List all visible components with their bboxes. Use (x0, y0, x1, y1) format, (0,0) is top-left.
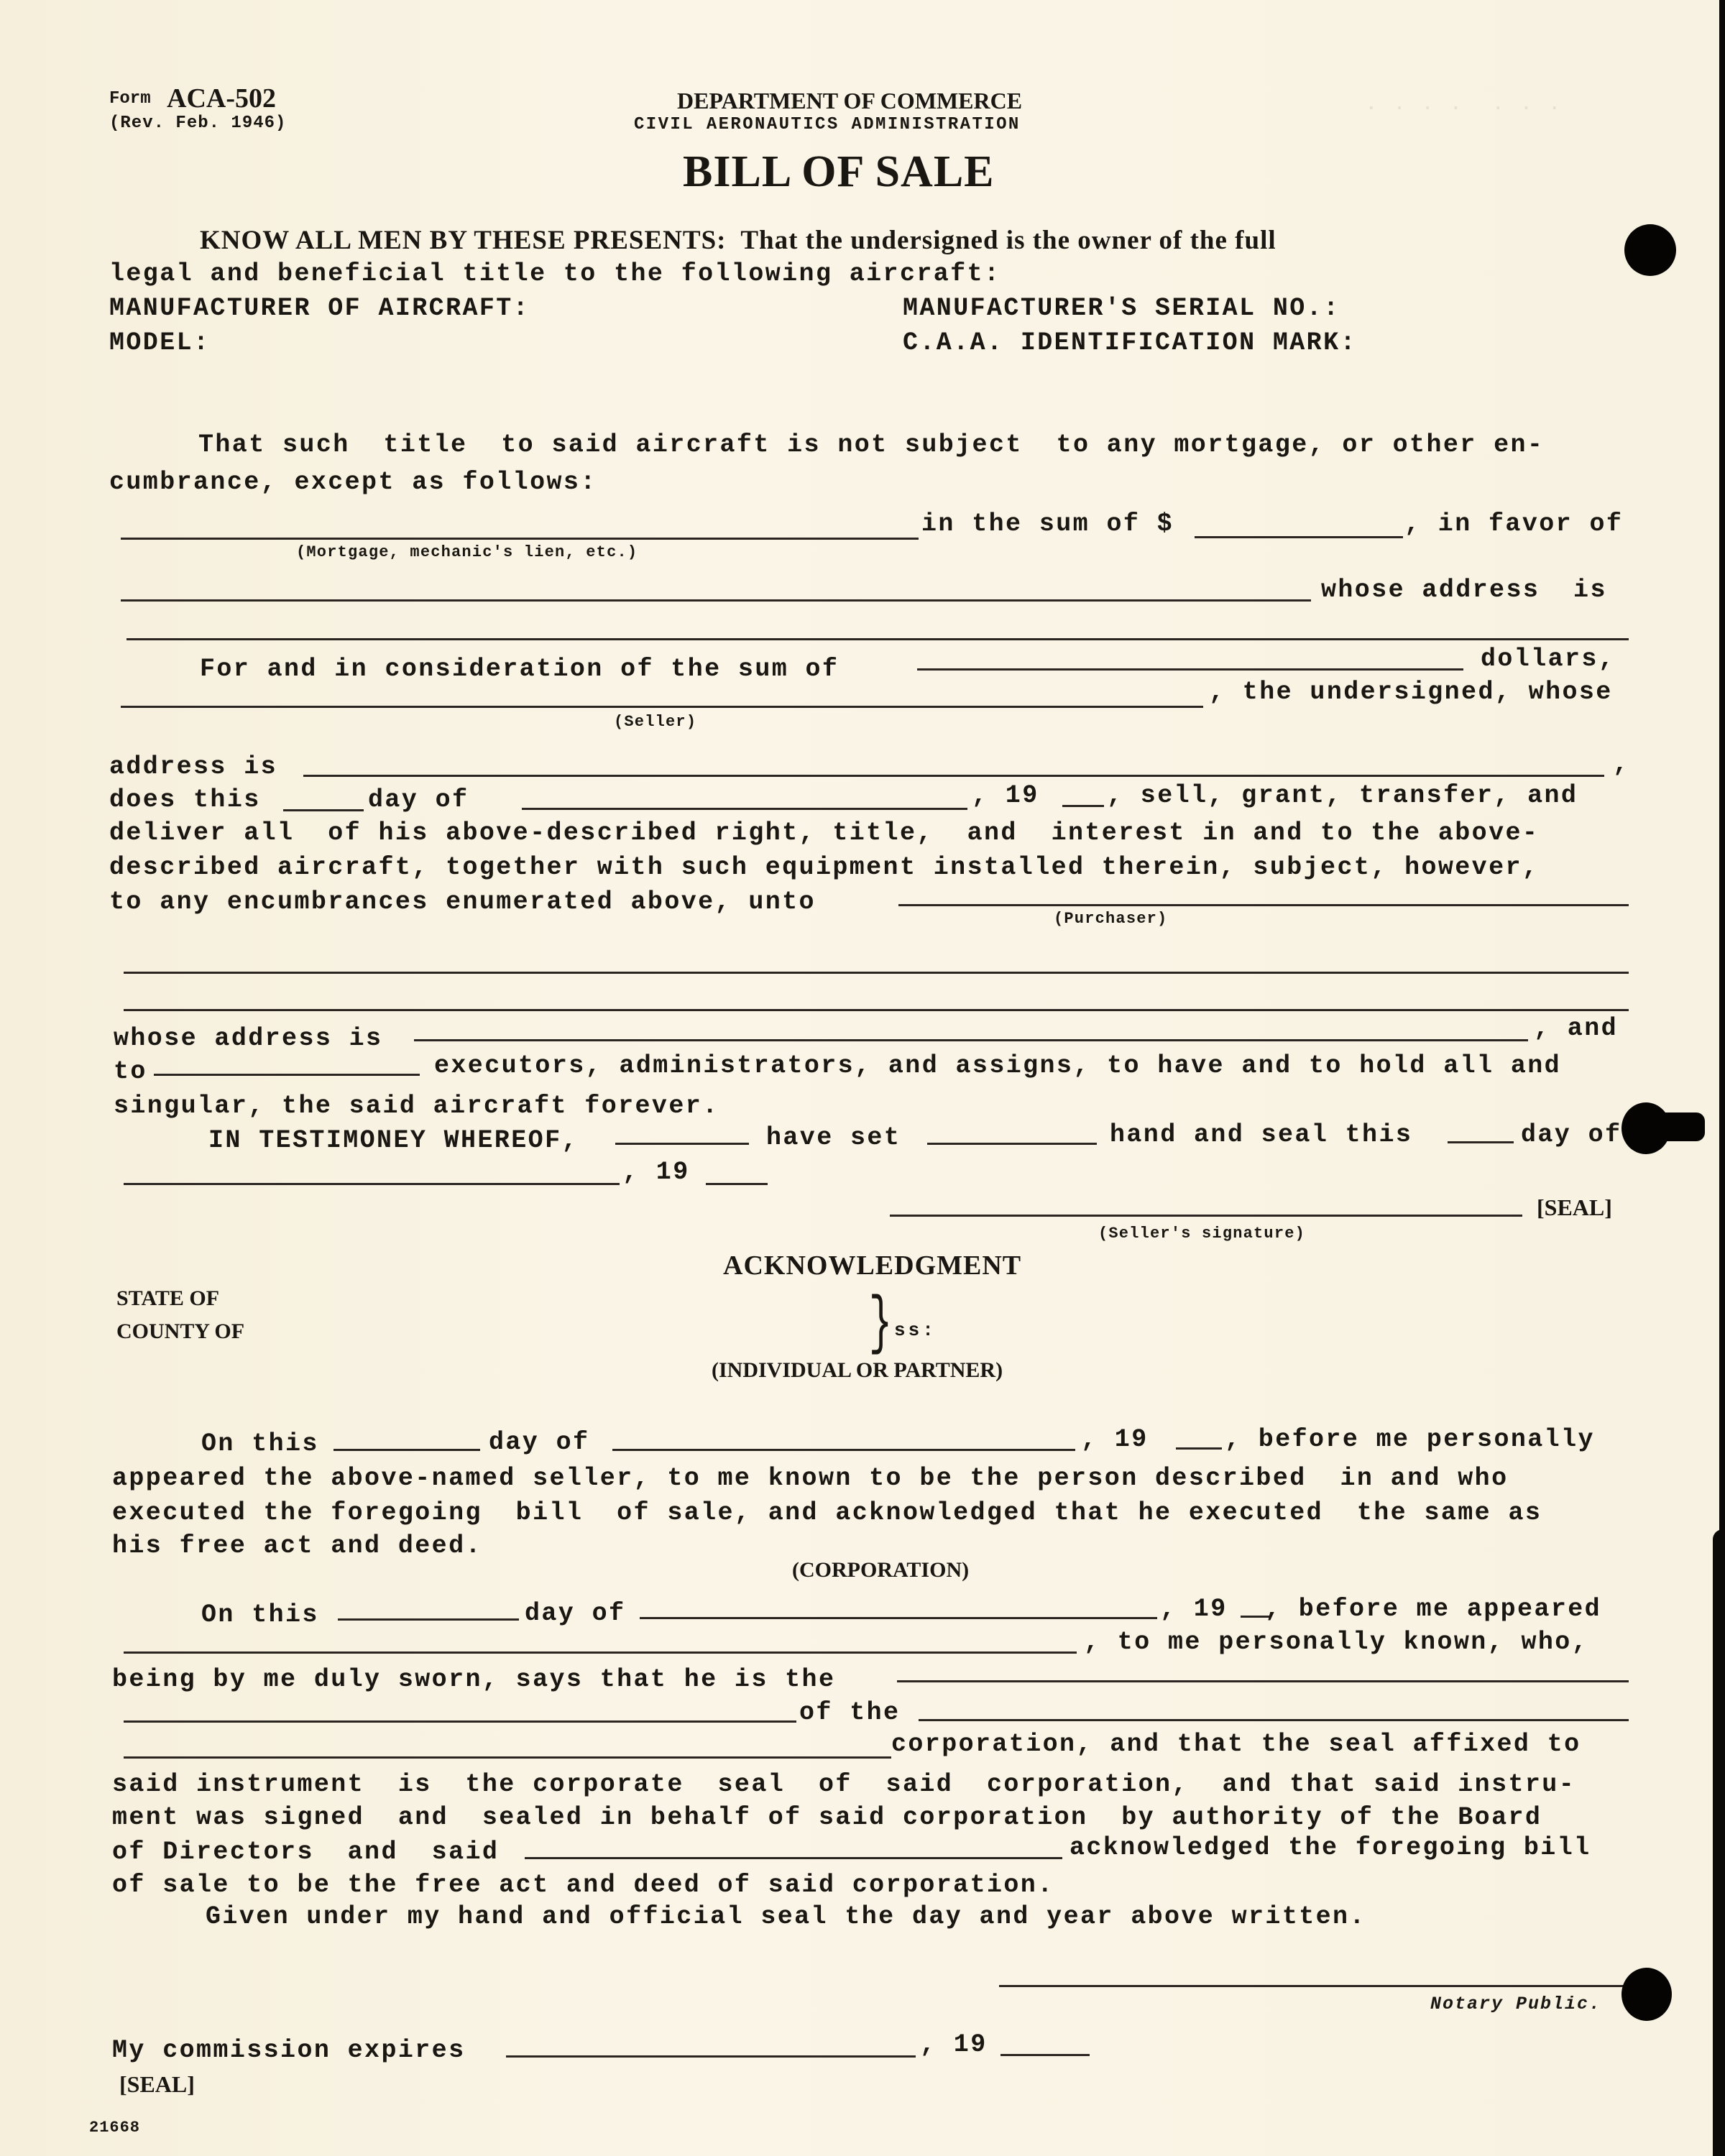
seller-seal-label: [SEAL] (1537, 1194, 1612, 1220)
encumbrance-holder-field[interactable] (121, 599, 1311, 602)
consideration-line-7: to any encumbrances enumerated above, unto (109, 888, 816, 916)
corp-name-field[interactable] (919, 1719, 1629, 1721)
corp-officer-name-field[interactable] (124, 1651, 1077, 1654)
corp-line-7: ment was signed and sealed in behalf of said corporation by authority of the Board (112, 1803, 1542, 1832)
agency-name: CIVIL AERONAUTICS ADMINISTRATION (634, 115, 1021, 134)
intro-line-1: KNOW ALL MEN BY THESE PRESENTS: That the undersigned is the owner of the full (200, 226, 1276, 255)
corp-day-of-label: day of (525, 1599, 626, 1628)
seller-signature-field[interactable] (890, 1215, 1522, 1217)
brace-symbol: } (868, 1288, 893, 1361)
consideration-line-6: described aircraft, together with such equipment installed therein, subject, however, (109, 853, 1540, 882)
corp-year-prefix: , 19 (1160, 1595, 1228, 1623)
sale-day-field[interactable] (283, 809, 364, 811)
hole-punch-top (1624, 224, 1676, 276)
seller-address-field[interactable] (303, 775, 1604, 777)
individual-caption: (INDIVIDUAL OR PARTNER) (712, 1358, 1003, 1382)
ind-month-field[interactable] (612, 1449, 1075, 1451)
in-testimoney-label: IN TESTIMONEY WHEREOF, (208, 1126, 579, 1155)
corp-name-field-2[interactable] (124, 1756, 891, 1759)
consideration-label: For and in consideration of the sum of (200, 655, 840, 683)
manufacturer-label: MANUFACTURER OF AIRCRAFT: (109, 294, 530, 323)
and-label: , and (1534, 1014, 1619, 1043)
ind-year-field[interactable] (1176, 1447, 1222, 1450)
encumbrance-line-1: That such title to said aircraft is not subject to any mortgage, or other en- (198, 430, 1545, 459)
ind-line-2: appeared the above-named seller, to me known to be the person described in and who (112, 1464, 1509, 1493)
county-of-label: COUNTY OF (116, 1319, 245, 1343)
sell-grant-label: , sell, grant, transfer, and (1107, 781, 1578, 810)
seller-address-label: address is (109, 752, 278, 781)
corp-month-field[interactable] (640, 1617, 1157, 1619)
consideration-sum-field[interactable] (917, 668, 1463, 671)
form-number: ACA-502 (167, 83, 276, 114)
commission-expires-label: My commission expires (112, 2036, 466, 2065)
sum-of-label: in the sum of $ (921, 510, 1174, 538)
notary-public-caption: Notary Public. (1430, 1994, 1602, 2014)
model-label: MODEL: (109, 328, 211, 357)
testimony-party-field[interactable] (615, 1143, 749, 1145)
corp-before-label: , before me appeared (1265, 1595, 1602, 1623)
ind-day-of-label: day of (489, 1428, 590, 1457)
corp-said-officer-field[interactable] (525, 1857, 1062, 1859)
ind-year-prefix: , 19 (1081, 1425, 1149, 1454)
serial-number-label: MANUFACTURER'S SERIAL NO.: (903, 294, 1340, 323)
sale-year-field[interactable] (1062, 805, 1104, 807)
singular-line: singular, the said aircraft forever. (114, 1092, 719, 1120)
heirs-field[interactable] (154, 1074, 420, 1076)
corporation-caption: (CORPORATION) (792, 1558, 970, 1582)
day-of-label: day of (368, 786, 469, 814)
to-label: to (114, 1057, 147, 1086)
purchaser-address-label: whose address is (114, 1024, 383, 1053)
sale-month-field[interactable] (522, 808, 967, 810)
corp-line-8b: acknowledged the foregoing bill (1070, 1833, 1591, 1862)
ind-line-4: his free act and deed. (112, 1531, 482, 1560)
intro-line-2: legal and beneficial title to the following aircraft: (109, 259, 1001, 288)
have-set-label: have set (766, 1123, 901, 1152)
given-under-line: Given under my hand and official seal the day and year above written. (206, 1902, 1366, 1931)
form-revision: (Rev. Feb. 1946) (109, 114, 287, 133)
testimony-year-field[interactable] (706, 1183, 768, 1185)
testimony-day-field[interactable] (1448, 1141, 1514, 1143)
seller-signature-caption: (Seller's signature) (1098, 1225, 1306, 1243)
encumbrance-sum-field[interactable] (1195, 536, 1403, 538)
purchaser-address-field[interactable] (414, 1039, 1528, 1041)
undersigned-label: , the undersigned, whose (1209, 678, 1613, 706)
corp-officer-title-field[interactable] (897, 1680, 1629, 1682)
ss-label: ss: (894, 1319, 937, 1341)
department-name: DEPARTMENT OF COMMERCE (677, 88, 1023, 114)
encumbrance-type-field[interactable] (121, 538, 919, 540)
encumbrance-line-2: cumbrance, except as follows: (109, 468, 597, 497)
encumbrance-type-caption: (Mortgage, mechanic's lien, etc.) (296, 543, 638, 561)
testimony-month-field[interactable] (124, 1183, 620, 1185)
print-code: 21668 (89, 2119, 141, 2137)
seller-name-field[interactable] (121, 706, 1203, 708)
corp-day-field[interactable] (338, 1618, 519, 1621)
purchaser-name-field-3[interactable] (124, 1009, 1629, 1011)
state-of-label: STATE OF (116, 1286, 220, 1310)
seller-caption: (Seller) (614, 713, 697, 731)
ind-day-field[interactable] (334, 1449, 480, 1451)
testimony-day-of-label: day of (1521, 1120, 1622, 1149)
executors-line: executors, administrators, and assigns, to have and to hold all and (434, 1051, 1562, 1080)
in-favor-of-label: , in favor of (1404, 510, 1624, 538)
encumbrance-address-field[interactable] (126, 638, 1629, 640)
testimony-pronoun-field[interactable] (927, 1143, 1097, 1145)
corp-corporation-label: corporation, and that the seal affixed to (891, 1730, 1581, 1759)
notary-signature-field[interactable] (999, 1985, 1624, 1987)
hand-seal-label: hand and seal this (1110, 1120, 1413, 1149)
corp-officer-title-field-2[interactable] (124, 1720, 796, 1723)
ind-on-this-label: On this (201, 1429, 319, 1458)
consideration-line-5: deliver all of his above-described right, title, and interest in and to the above- (109, 819, 1540, 847)
does-this-label: does this (109, 786, 261, 814)
identification-mark-label: C.A.A. IDENTIFICATION MARK: (903, 328, 1357, 357)
whose-address-label: whose address is (1321, 576, 1607, 604)
commission-date-field[interactable] (506, 2055, 916, 2058)
ind-line-3: executed the foregoing bill of sale, and acknowledged that he executed the same as (112, 1498, 1542, 1527)
commission-year-prefix: , 19 (920, 2030, 988, 2059)
year-prefix: , 19 (972, 781, 1039, 810)
ind-before-label: , before me personally (1225, 1425, 1595, 1454)
dollars-label: dollars, (1481, 645, 1616, 673)
corp-line-8a: of Directors and said (112, 1838, 500, 1866)
page-edge-lower (1713, 1529, 1725, 2156)
page-title: BILL OF SALE (683, 147, 995, 196)
corp-on-this-label: On this (201, 1600, 319, 1629)
comma: , (1613, 750, 1630, 778)
hole-punch-tear (1660, 1112, 1705, 1141)
bleed-through-text: . . . . . . . (1366, 93, 1563, 115)
notary-seal-label: [SEAL] (119, 2071, 195, 2097)
form-prefix: Form (109, 89, 151, 109)
purchaser-name-field[interactable] (898, 904, 1629, 906)
commission-year-field[interactable] (1000, 2054, 1090, 2056)
corp-known-label: , to me personally known, who, (1084, 1628, 1589, 1657)
corp-sworn-label: being by me duly sworn, says that he is the (112, 1665, 836, 1694)
corp-line-6: said instrument is the corporate seal of said corporation, and that said instru- (112, 1770, 1576, 1799)
corp-line-9: of sale to be the free act and deed of said corporation. (112, 1871, 1054, 1899)
corp-of-the-label: of the (799, 1698, 901, 1727)
hole-punch-bottom (1622, 1968, 1672, 2021)
purchaser-name-field-2[interactable] (124, 972, 1629, 974)
acknowledgment-title: ACKNOWLEDGMENT (723, 1250, 1022, 1281)
purchaser-caption: (Purchaser) (1054, 910, 1168, 928)
testimony-year-prefix: , 19 (622, 1158, 690, 1187)
